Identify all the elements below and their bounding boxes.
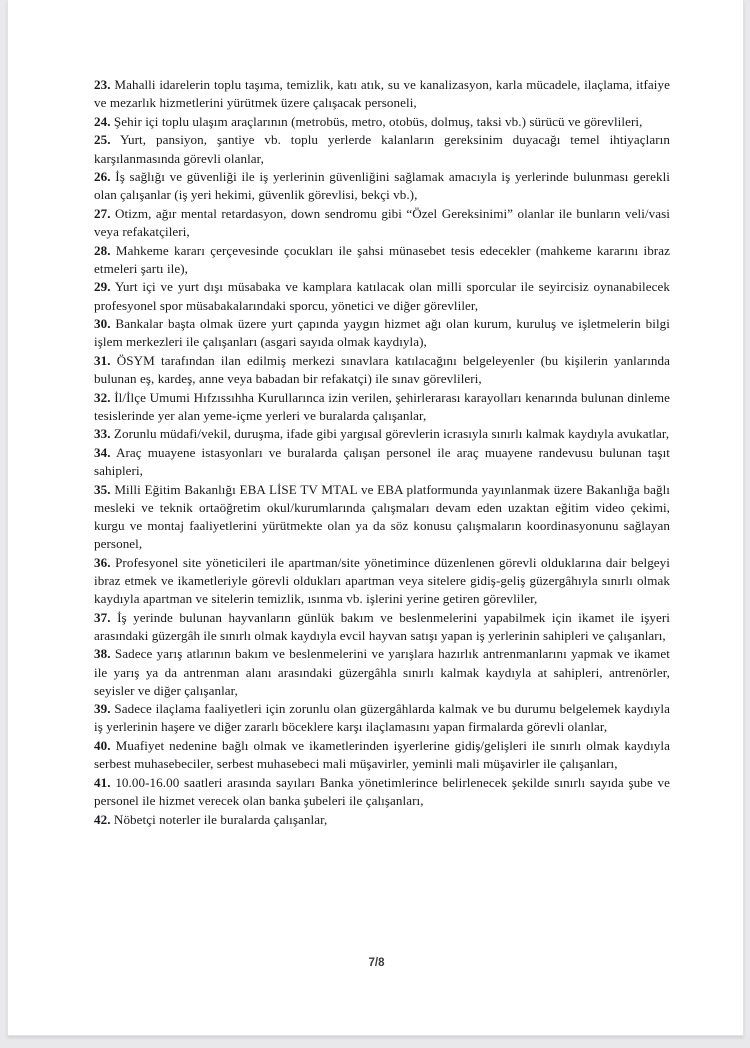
clause-item: [94, 609, 670, 645]
clause-item: [94, 278, 670, 314]
clause-item: [94, 389, 670, 425]
clause-item: [94, 76, 670, 112]
clause-item: [94, 645, 670, 699]
clause-number: 38.: [94, 646, 111, 662]
clause-item: [94, 168, 670, 204]
clause-number: 24.: [94, 113, 111, 129]
clause-number: 27.: [94, 205, 111, 221]
clause-text: İş yerinde bulunan hayvanların günlük bakım ve beslenmelerini yapabilmek için ikamet ile işyeri arasındaki güzergâh ile sınırlı olmak kaydıyla evcil hayvan satışı yapan iş yerlerinin sahipleri ve çalışanları,: [94, 609, 670, 643]
clause-item: [94, 425, 670, 443]
clause-text: Nöbetçi noterler ile buralarda çalışanlar,: [113, 811, 328, 827]
clause-text: Şehir içi toplu ulaşım araçlarının (metrobüs, metro, otobüs, dolmuş, taksi vb.) sürücü ve görevlileri,: [113, 113, 643, 129]
clause-text: Milli Eğitim Bakanlığı EBA LİSE TV MTAL ve EBA platformunda yayınlanmak üzere Bakanlığa bağlı mesleki ve teknik ortaöğretim okul/kurumlarında çalışmaları devam eden uzaktan eğitim video çekimi, kurgu ve montaj faaliyetlerini yürütmekte olan ya da söz konusu çalışmaların koordinasyonunu sağlayan personel,: [94, 481, 670, 552]
clause-number: 35.: [94, 481, 111, 497]
clause-number: 23.: [94, 77, 111, 92]
clause-text: Mahkeme kararı çerçevesinde çocukları ile şahsi münasebet tesis edecekler (mahkeme kararını ibraz etmeleri şartı ile),: [94, 242, 670, 276]
clause-number: 29.: [94, 279, 111, 295]
clause-number: 30.: [94, 316, 111, 332]
clause-text: Yurt, pansiyon, şantiye vb. toplu yerlerde kalanların gereksinim duyacağı temel ihtiyaçların karşılanmasında görevli olanlar,: [94, 132, 670, 166]
clause-number: 41.: [94, 774, 111, 790]
clause-number: 33.: [94, 426, 111, 442]
clause-text: Bankalar başta olmak üzere yurt çapında yaygın hizmet ağı olan kurum, kuruluş ve işletmelerin bilgi işlem merkezleri ile çalışanları (asgari sayıda olmak kaydıyla),: [94, 316, 670, 350]
clause-number: 34.: [94, 445, 111, 460]
clause-item: [94, 205, 670, 241]
clause-number: 40.: [94, 738, 111, 753]
clause-item: [94, 242, 670, 278]
clause-number: 25.: [94, 132, 111, 148]
page-number: 7/8: [368, 957, 385, 969]
clause-item: [94, 131, 670, 167]
clause-text: Sadece ilaçlama faaliyetleri için zorunlu olan güzergâhlarda kalmak ve bu durumu belgelemek kaydıyla iş yerlerinin haşere ve diğer zararlı böceklere karşı ilaçlamasını yapan firmalarda görevli olanlar,: [94, 701, 670, 735]
clause-text: Zorunlu müdafi/vekil, duruşma, ifade gibi yargısal görevlerin icrasıyla sınırlı kalmak kaydıyla avukatlar,: [113, 426, 670, 442]
clause-number: 37.: [94, 609, 111, 625]
clause-number: 31.: [94, 352, 111, 368]
clause-text: İl/İlçe Umumi Hıfzıssıhha Kurullarınca izin verilen, şehirlerarası karayolları kenarında bulunan dinleme tesislerinde yer alan yeme-içme yerleri ve buralarda çalışanlar,: [94, 389, 670, 423]
document-page: [7, 0, 744, 1036]
clause-number: 32.: [94, 389, 111, 405]
clause-item: [94, 554, 670, 608]
clause-number: 26.: [94, 169, 111, 185]
clause-item: [94, 737, 670, 773]
clause-text: 10.00-16.00 saatleri arasında sayıları Banka yönetimlerince belirlenecek şekilde sınırlı sayıda şube ve personel ile hizmet verecek olan banka şubeleri ile çalışanları,: [94, 774, 670, 808]
clause-text: Mahalli idarelerin toplu taşıma, temizlik, katı atık, su ve kanalizasyon, karla mücadele, ilaçlama, itfaiye ve mezarlık hizmetlerini yürütmek üzere çalışacak personeli,: [94, 77, 670, 111]
clause-text: İş sağlığı ve güvenliği ile iş yerlerinin güvenliğini sağlamak amacıyla iş yerlerinde bulunması gerekli olan çalışanlar (iş yeri hekimi, güvenlik görevlisi, bekçi vb.),: [94, 169, 670, 203]
clause-text: ÖSYM tarafından ilan edilmiş merkezi sınavlara katılacağını belgeleyenler (bu kişilerin yanlarında bulunan eş, kardeş, anne veya babadan bir refakatçi) ile sınav görevlileri,: [94, 352, 670, 386]
document-body: [94, 76, 670, 829]
clause-item: [94, 811, 670, 829]
clause-item: [94, 444, 670, 480]
clause-text: Otizm, ağır mental retardasyon, down sendromu gibi “Özel Gereksinimi” olanlar ile bunların veli/vasi veya refakatçileri,: [94, 205, 670, 239]
clause-text: Araç muayene istasyonları ve buralarda çalışan personel ile araç muayene randevusu bulunan taşıt sahipleri,: [94, 445, 670, 479]
clause-text: Yurt içi ve yurt dışı müsabaka ve kamplara katılacak olan milli sporcular ile seyircisiz oynanabilecek profesyonel spor müsabakalarındaki sporcu, yönetici ve diğer görevliler,: [94, 279, 671, 313]
clause-text: Profesyonel site yöneticileri ile apartman/site yönetimince düzenlenen görevli olduklarına dair belgeyi ibraz etmek ve ikametleriyle görevli oldukları apartman veya sitelere gidiş-geliş güzergâhıyla sınırlı olmak kaydıyla apartman ve sitelerin temizlik, ısınma vb. işlerini yerine getiren görevliler,: [94, 554, 670, 606]
clause-item: [94, 774, 670, 810]
clause-text: Sadece yarış atlarının bakım ve beslenmelerini ve yarışlara hazırlık antrenmanlarını yapmak ve ikamet ile yarış ya da antrenman alanı arasındaki güzergâhla sınırlı kalmak kaydıyla at sahipleri, antrenörler, seyisler ve diğer çalışanlar,: [94, 646, 670, 698]
clause-item: [94, 700, 670, 736]
clause-number: 28.: [94, 242, 111, 258]
clause-number: 36.: [94, 554, 111, 570]
clause-number: 39.: [94, 701, 111, 717]
clause-item: [94, 352, 670, 388]
clause-item: [94, 481, 670, 554]
clause-item: [94, 113, 670, 131]
clause-number: 42.: [94, 811, 111, 827]
clause-text: Muafiyet nedenine bağlı olmak ve ikametlerinden işyerlerine gidiş/gelişleri ile sınırlı olmak kaydıyla serbest muhasebeciler, serbest muhasebeci mali müşavirler, yeminli mali müşavirler ile çalışanları,: [94, 738, 670, 772]
clause-item: [94, 315, 670, 351]
